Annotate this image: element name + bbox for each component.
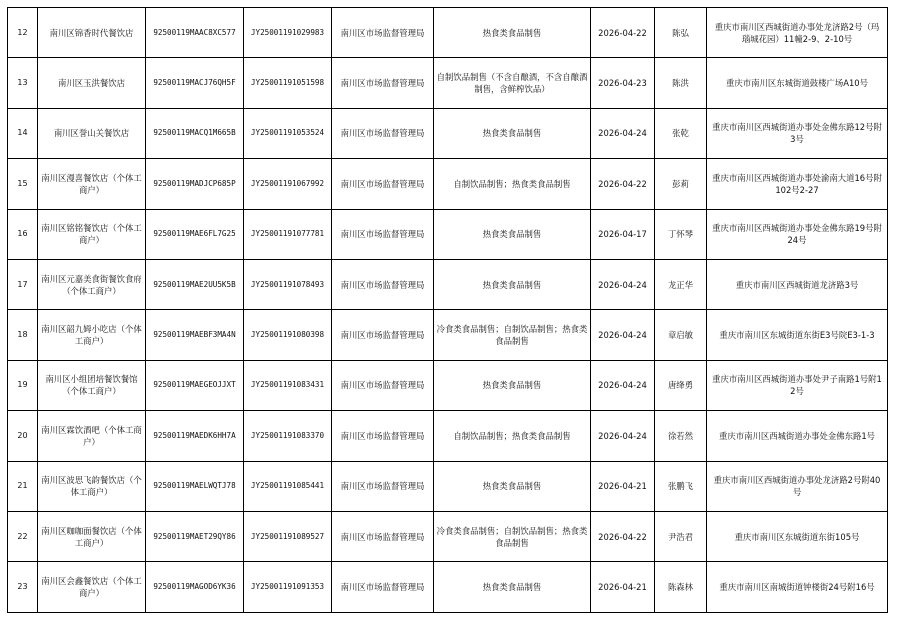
credit-code-cell: 92500119MADJCP685P (146, 159, 244, 209)
table-row (8, 310, 888, 360)
credit-code-cell: 92500119MAEBF3MA4N (146, 310, 244, 360)
business-scope-cell: 热食类食品制售 (434, 562, 591, 612)
table-row (8, 411, 888, 461)
table-row (8, 562, 888, 612)
business-name-cell: 南川区铭铭餐饮店（个体工商户） (38, 209, 146, 259)
table-row (8, 259, 888, 309)
row-number-cell: 17 (8, 259, 38, 309)
legal-person-cell: 彭莉 (655, 159, 707, 209)
license-number-cell: JY25001191077781 (244, 209, 332, 259)
business-scope-cell: 冷食类食品制售；自制饮品制售；热食类食品制售 (434, 511, 591, 561)
legal-person-cell: 丁怀琴 (655, 209, 707, 259)
date-cell: 2026-04-24 (591, 108, 655, 158)
license-number-cell: JY25001191029983 (244, 8, 332, 58)
business-scope-cell: 热食类食品制售 (434, 461, 591, 511)
address-cell: 重庆市南川区西城街道办事处尹子南路1号附12号 (707, 360, 888, 410)
credit-code-cell: 92500119MAEGEOJJXT (146, 360, 244, 410)
address-cell: 重庆市南川区南城街道钟楼街24号附16号 (707, 562, 888, 612)
business-name-cell: 南川区小组团培餐饮餐馆（个体工商户） (38, 360, 146, 410)
address-cell: 重庆市南川区西城街道办事处龙济路2号（玛瑙城花园）11幢2-9、2-10号 (707, 8, 888, 58)
issuing-authority-cell: 南川区市场监督管理局 (332, 8, 434, 58)
business-scope-cell: 热食类食品制售 (434, 209, 591, 259)
license-number-cell: JY25001191078493 (244, 259, 332, 309)
business-name-cell: 南川区会鑫餐饮店（个体工商户） (38, 562, 146, 612)
row-number-cell: 21 (8, 461, 38, 511)
legal-person-cell: 张乾 (655, 108, 707, 158)
legal-person-cell: 陈洪 (655, 58, 707, 108)
table-row (8, 360, 888, 410)
business-scope-cell: 热食类食品制售 (434, 360, 591, 410)
credit-code-cell: 92500119MAAC8XC577 (146, 8, 244, 58)
license-number-cell: JY25001191051598 (244, 58, 332, 108)
business-name-cell: 南川区霖饮酒吧（个体工商户） (38, 411, 146, 461)
legal-person-cell: 章启敏 (655, 310, 707, 360)
address-cell: 重庆市南川区西城街道办事处渝南大道16号附102号2-27 (707, 159, 888, 209)
date-cell: 2026-04-22 (591, 8, 655, 58)
legal-person-cell: 尹浩君 (655, 511, 707, 561)
legal-person-cell: 陈弘 (655, 8, 707, 58)
date-cell: 2026-04-23 (591, 58, 655, 108)
date-cell: 2026-04-24 (591, 259, 655, 309)
table-row (8, 159, 888, 209)
table-row (8, 511, 888, 561)
date-cell: 2026-04-24 (591, 360, 655, 410)
license-number-cell: JY25001191085441 (244, 461, 332, 511)
credit-code-cell: 92500119MAE6FL7G25 (146, 209, 244, 259)
business-scope-cell: 热食类食品制售 (434, 108, 591, 158)
issuing-authority-cell: 南川区市场监督管理局 (332, 511, 434, 561)
business-name-cell: 南川区咖咖面餐饮店（个体工商户） (38, 511, 146, 561)
issuing-authority-cell: 南川区市场监督管理局 (332, 58, 434, 108)
license-number-cell: JY25001191053524 (244, 108, 332, 158)
license-table (7, 7, 888, 613)
credit-code-cell: 92500119MAE2UU5K5B (146, 259, 244, 309)
date-cell: 2026-04-17 (591, 209, 655, 259)
issuing-authority-cell: 南川区市场监督管理局 (332, 360, 434, 410)
date-cell: 2026-04-21 (591, 562, 655, 612)
issuing-authority-cell: 南川区市场监督管理局 (332, 259, 434, 309)
business-name-cell: 南川区漫喜餐饮店（个体工商户） (38, 159, 146, 209)
business-scope-cell: 自制饮品制售；热食类食品制售 (434, 411, 591, 461)
row-number-cell: 19 (8, 360, 38, 410)
credit-code-cell: 92500119MAET29QY86 (146, 511, 244, 561)
address-cell: 重庆市南川区西城街道办事处龙济路2号附40号 (707, 461, 888, 511)
date-cell: 2026-04-21 (591, 461, 655, 511)
license-number-cell: JY25001191091353 (244, 562, 332, 612)
address-cell: 重庆市南川区西城街道办事处金佛东路1号 (707, 411, 888, 461)
credit-code-cell: 92500119MAELWQTJ78 (146, 461, 244, 511)
license-number-cell: JY25001191083370 (244, 411, 332, 461)
business-scope-cell: 冷食类食品制售；自制饮品制售；热食类食品制售 (434, 310, 591, 360)
date-cell: 2026-04-22 (591, 159, 655, 209)
row-number-cell: 22 (8, 511, 38, 561)
credit-code-cell: 92500119MACQ1M665B (146, 108, 244, 158)
issuing-authority-cell: 南川区市场监督管理局 (332, 159, 434, 209)
business-name-cell: 南川区元嘉美食街餐饮食府（个体工商户） (38, 259, 146, 309)
issuing-authority-cell: 南川区市场监督管理局 (332, 209, 434, 259)
table-row (8, 108, 888, 158)
business-name-cell: 南川区锦香时代餐饮店 (38, 8, 146, 58)
license-table-sheet (7, 7, 887, 612)
legal-person-cell: 陈森林 (655, 562, 707, 612)
business-scope-cell: 热食类食品制售 (434, 259, 591, 309)
business-name-cell: 南川区誉山关餐饮店 (38, 108, 146, 158)
table-body (8, 8, 888, 613)
legal-person-cell: 张鹏飞 (655, 461, 707, 511)
row-number-cell: 20 (8, 411, 38, 461)
issuing-authority-cell: 南川区市场监督管理局 (332, 562, 434, 612)
row-number-cell: 23 (8, 562, 38, 612)
address-cell: 重庆市南川区西城街道龙济路3号 (707, 259, 888, 309)
license-number-cell: JY25001191067992 (244, 159, 332, 209)
business-scope-cell: 自制饮品制售；热食类食品制售 (434, 159, 591, 209)
row-number-cell: 15 (8, 159, 38, 209)
issuing-authority-cell: 南川区市场监督管理局 (332, 108, 434, 158)
row-number-cell: 18 (8, 310, 38, 360)
legal-person-cell: 徐若然 (655, 411, 707, 461)
credit-code-cell: 92500119MAGOD6YK36 (146, 562, 244, 612)
row-number-cell: 16 (8, 209, 38, 259)
table-row (8, 461, 888, 511)
legal-person-cell: 唐绛勇 (655, 360, 707, 410)
date-cell: 2026-04-22 (591, 511, 655, 561)
issuing-authority-cell: 南川区市场监督管理局 (332, 310, 434, 360)
business-scope-cell: 热食类食品制售 (434, 8, 591, 58)
row-number-cell: 14 (8, 108, 38, 158)
address-cell: 重庆市南川区西城街道办事处金佛东路19号附24号 (707, 209, 888, 259)
table-row (8, 58, 888, 108)
business-scope-cell: 自制饮品制售（不含自酿酒，不含自酿酒制售，含鲜榨饮品） (434, 58, 591, 108)
issuing-authority-cell: 南川区市场监督管理局 (332, 411, 434, 461)
business-name-cell: 南川区玉洪餐饮店 (38, 58, 146, 108)
license-number-cell: JY25001191080398 (244, 310, 332, 360)
address-cell: 重庆市南川区西城街道办事处金佛东路12号附3号 (707, 108, 888, 158)
business-name-cell: 南川区波思飞韵餐饮店（个体工商户） (38, 461, 146, 511)
credit-code-cell: 92500119MAEDK6HH7A (146, 411, 244, 461)
address-cell: 重庆市南川区东城街道东街E3号院E3-1-3 (707, 310, 888, 360)
row-number-cell: 13 (8, 58, 38, 108)
date-cell: 2026-04-24 (591, 310, 655, 360)
address-cell: 重庆市南川区东城街道东街105号 (707, 511, 888, 561)
date-cell: 2026-04-24 (591, 411, 655, 461)
business-name-cell: 南川区韶九姆小吃店（个体工商户） (38, 310, 146, 360)
credit-code-cell: 92500119MACJ76QH5F (146, 58, 244, 108)
issuing-authority-cell: 南川区市场监督管理局 (332, 461, 434, 511)
table-row (8, 209, 888, 259)
row-number-cell: 12 (8, 8, 38, 58)
table-row (8, 8, 888, 58)
license-number-cell: JY25001191089527 (244, 511, 332, 561)
legal-person-cell: 龙正华 (655, 259, 707, 309)
license-number-cell: JY25001191083431 (244, 360, 332, 410)
address-cell: 重庆市南川区东城街道鼓楼广场A10号 (707, 58, 888, 108)
